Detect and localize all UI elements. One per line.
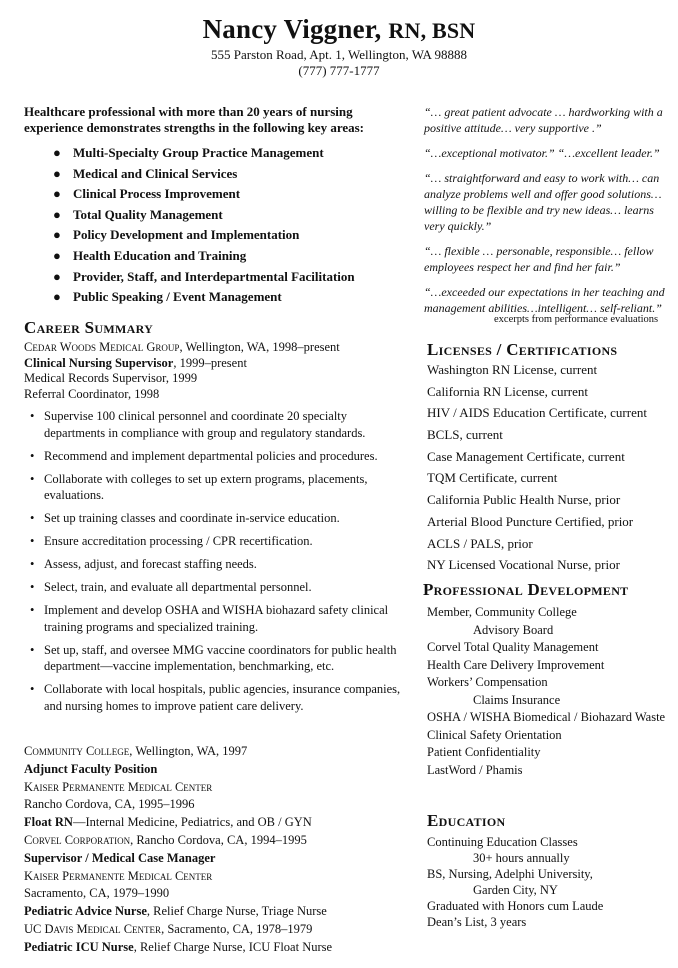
duty-text: Select, train, and evaluate all departmental personnel. xyxy=(44,580,312,594)
job-title: Float RN xyxy=(24,815,73,829)
duty-text: Assess, adjust, and forecast staffing needs. xyxy=(44,557,257,571)
professional-development-heading: Professional Development xyxy=(423,580,629,599)
summary-intro: Healthcare professional with more than 20 years of nursing experience demonstrates strengths in the following key areas: xyxy=(24,104,365,135)
employer-detail: , Wellington, WA, 1997 xyxy=(129,744,248,758)
job-location: Sacramento, CA, 1979–1990 xyxy=(24,886,170,900)
employer: Kaiser Permanente Medical Center xyxy=(24,869,213,883)
job-title-detail: , Relief Charge Nurse, Triage Nurse xyxy=(146,904,327,918)
job-title: Pediatric ICU Nurse xyxy=(24,940,134,954)
quote: “… flexible … personable, responsible… fellow employees respect her and find her fair.” xyxy=(424,244,654,274)
bullet-icon: • xyxy=(30,448,35,463)
duty-item xyxy=(30,408,402,441)
duty-item xyxy=(30,471,402,504)
license-item: Arterial Blood Puncture Certified, prior xyxy=(427,513,634,529)
key-area-item xyxy=(47,225,407,246)
prior-role: Referral Coordinator, 1998 xyxy=(24,386,160,401)
job-corvel xyxy=(24,831,404,849)
quotes-block xyxy=(424,104,668,325)
professional-development-list xyxy=(427,604,675,779)
pd-text-cont: Advisory Board xyxy=(473,622,554,637)
bullet-icon: • xyxy=(30,471,35,486)
pd-item: Health Care Delivery Improvement xyxy=(427,657,605,672)
key-area-text: Policy Development and Implementation xyxy=(73,227,300,243)
name-text: Nancy Viggner, xyxy=(202,14,382,44)
key-area-text: Medical and Clinical Services xyxy=(73,165,238,181)
key-areas-list xyxy=(47,143,407,308)
duty-item xyxy=(30,510,402,527)
license-item: Washington RN License, current xyxy=(427,362,598,377)
pd-item: OSHA / WISHA Biomedical / Biohazard Waste xyxy=(427,710,666,724)
pd-item xyxy=(427,604,675,639)
job-title-detail: , Relief Charge Nurse, ICU Float Nurse xyxy=(133,940,333,954)
job-title-detail: —Internal Medicine, Pediatrics, and OB / GYN xyxy=(72,815,312,829)
bullet-icon: • xyxy=(30,511,35,525)
key-area-item xyxy=(47,267,407,288)
pd-item: Patient Confidentiality xyxy=(427,745,541,759)
education-line: Graduated with Honors cum Laude xyxy=(427,899,604,913)
bullet-icon: • xyxy=(30,682,35,696)
duties-list xyxy=(30,408,402,721)
prior-role: Medical Records Supervisor, 1999 xyxy=(24,371,198,386)
duty-text: Set up, staff, and oversee MMG vaccine coordinators for public health department—vaccine implementation, benchmarking, etc. xyxy=(44,642,397,673)
job-title: Supervisor / Medical Case Manager xyxy=(24,851,216,865)
bullet-icon: ● xyxy=(53,145,61,160)
licenses-list xyxy=(427,359,677,576)
job-uc-davis xyxy=(24,920,404,938)
employer: Corvel Corporation xyxy=(24,833,131,847)
duty-item xyxy=(30,556,402,573)
bullet-icon: • xyxy=(30,603,35,617)
job-location: Rancho Cordova, CA, 1995–1996 xyxy=(24,797,195,811)
candidate-name xyxy=(0,14,678,45)
education-line: Garden City, NY xyxy=(473,883,558,897)
quote: “…exceeded our expectations in her teaching and management abilities…intelligent… self-reliant.” xyxy=(424,285,665,315)
licenses-heading: Licenses / Certifications xyxy=(427,340,618,359)
employer: Kaiser Permanente Medical Center xyxy=(24,780,213,794)
key-area-item xyxy=(47,205,407,226)
employer: Community College xyxy=(24,744,130,758)
bullet-icon: ● xyxy=(53,247,61,263)
duty-text: Implement and develop OSHA and WISHA biohazard safety clinical training programs and specialized training. xyxy=(44,603,389,634)
license-item: TQM Certificate, current xyxy=(427,470,558,486)
quote-source: excerpts from performance evaluations xyxy=(494,314,659,325)
pd-item: Clinical Safety Orientation xyxy=(427,727,562,742)
bullet-icon: • xyxy=(30,642,35,657)
job-cedar-woods xyxy=(24,340,404,402)
duty-text: Set up training classes and coordinate in-service education. xyxy=(44,511,340,525)
employer: Cedar Woods Medical Group xyxy=(24,340,180,354)
key-area-item xyxy=(47,164,407,185)
key-area-item xyxy=(47,143,407,164)
education-line: Continuing Education Classes xyxy=(427,835,578,849)
key-area-text: Multi-Specialty Group Practice Management xyxy=(73,145,324,160)
credentials-text: RN, BSN xyxy=(388,18,476,43)
duty-text: Collaborate with colleges to set up extern programs, placements, evaluations. xyxy=(44,471,368,502)
duty-item xyxy=(30,642,402,675)
license-item: ACLS / PALS, prior xyxy=(427,535,533,551)
duty-item xyxy=(30,602,402,635)
education-list xyxy=(427,834,675,930)
bullet-icon: ● xyxy=(53,227,61,243)
key-area-text: Total Quality Management xyxy=(73,206,223,222)
job-community-college xyxy=(24,742,404,760)
employer: UC Davis Medical Center xyxy=(24,922,162,936)
key-area-item xyxy=(47,287,407,308)
education-heading: Education xyxy=(427,811,506,830)
bullet-icon: • xyxy=(30,409,35,423)
duty-item xyxy=(30,533,402,550)
duty-item xyxy=(30,579,402,596)
pd-item xyxy=(427,674,675,709)
license-item: California RN License, current xyxy=(427,383,588,399)
education-line: BS, Nursing, Adelphi University, xyxy=(427,867,593,881)
quote: “… straightforward and easy to work with… can analyze problems well and offer good solutions… willing to be flexible and try new ideas… learns very quickly.” xyxy=(424,171,662,233)
quote: “…exceptional motivator.” “…excellent leader.” xyxy=(424,146,660,160)
address: 555 Parston Road, Apt. 1, Wellington, WA 98888 xyxy=(211,47,467,62)
license-item: NY Licensed Vocational Nurse, prior xyxy=(427,557,620,573)
duty-text: Collaborate with local hospitals, public agencies, insurance companies, and nursing homes to improve patient care delivery. xyxy=(44,682,401,713)
bullet-icon: ● xyxy=(53,206,61,222)
pd-item: Corvel Total Quality Management xyxy=(427,640,599,654)
phone: (777) 777-1777 xyxy=(298,63,380,78)
employer-detail: , Sacramento, CA, 1978–1979 xyxy=(161,922,313,936)
education-line: Dean’s List, 3 years xyxy=(427,915,527,929)
pd-item: LastWord / Phamis xyxy=(427,762,523,777)
bullet-icon: ● xyxy=(53,268,61,284)
job-title: Adjunct Faculty Position xyxy=(24,762,158,776)
bullet-icon: ● xyxy=(53,186,61,202)
pd-text: Member, Community College xyxy=(427,605,577,619)
key-area-item xyxy=(47,184,407,205)
license-item: California Public Health Nurse, prior xyxy=(427,492,621,508)
duty-item xyxy=(30,681,402,714)
license-item: Case Management Certificate, current xyxy=(427,448,625,464)
key-area-text: Clinical Process Improvement xyxy=(73,186,241,202)
duty-item xyxy=(30,448,402,465)
key-area-text: Health Education and Training xyxy=(73,247,247,263)
employer-detail: , Wellington, WA, 1998–present xyxy=(179,340,340,354)
pd-text: Workers’ Compensation xyxy=(427,675,548,689)
quote: “… great patient advocate … hardworking with a positive attitude… very supportive .” xyxy=(424,105,663,135)
job-title: Pediatric Advice Nurse xyxy=(24,904,147,918)
duty-text: Ensure accreditation processing / CPR recertification. xyxy=(44,534,313,548)
key-area-text: Public Speaking / Event Management xyxy=(73,289,282,305)
employer-detail: , Rancho Cordova, CA, 1994–1995 xyxy=(130,833,307,847)
bullet-icon: ● xyxy=(53,165,61,181)
career-summary-heading: Career Summary xyxy=(24,318,154,337)
bullet-icon: • xyxy=(30,580,35,594)
duty-text: Recommend and implement departmental policies and procedures. xyxy=(44,448,378,463)
bullet-icon: ● xyxy=(53,289,61,305)
key-area-text: Provider, Staff, and Interdepartmental Facilitation xyxy=(73,268,355,284)
bullet-icon: • xyxy=(30,534,35,548)
license-item: HIV / AIDS Education Certificate, current xyxy=(427,405,647,421)
key-area-item xyxy=(47,246,407,267)
prior-jobs xyxy=(24,742,404,956)
education-line: 30+ hours annually xyxy=(473,851,570,865)
job-title: Clinical Nursing Supervisor xyxy=(24,355,174,370)
license-item: BCLS, current xyxy=(427,427,503,443)
duty-text: Supervise 100 clinical personnel and coordinate 20 specialty departments in compliance with group and regulatory standards. xyxy=(44,409,366,440)
pd-text-cont: Claims Insurance xyxy=(473,692,561,707)
job-years: , 1999–present xyxy=(173,355,247,370)
bullet-icon: • xyxy=(30,557,35,571)
